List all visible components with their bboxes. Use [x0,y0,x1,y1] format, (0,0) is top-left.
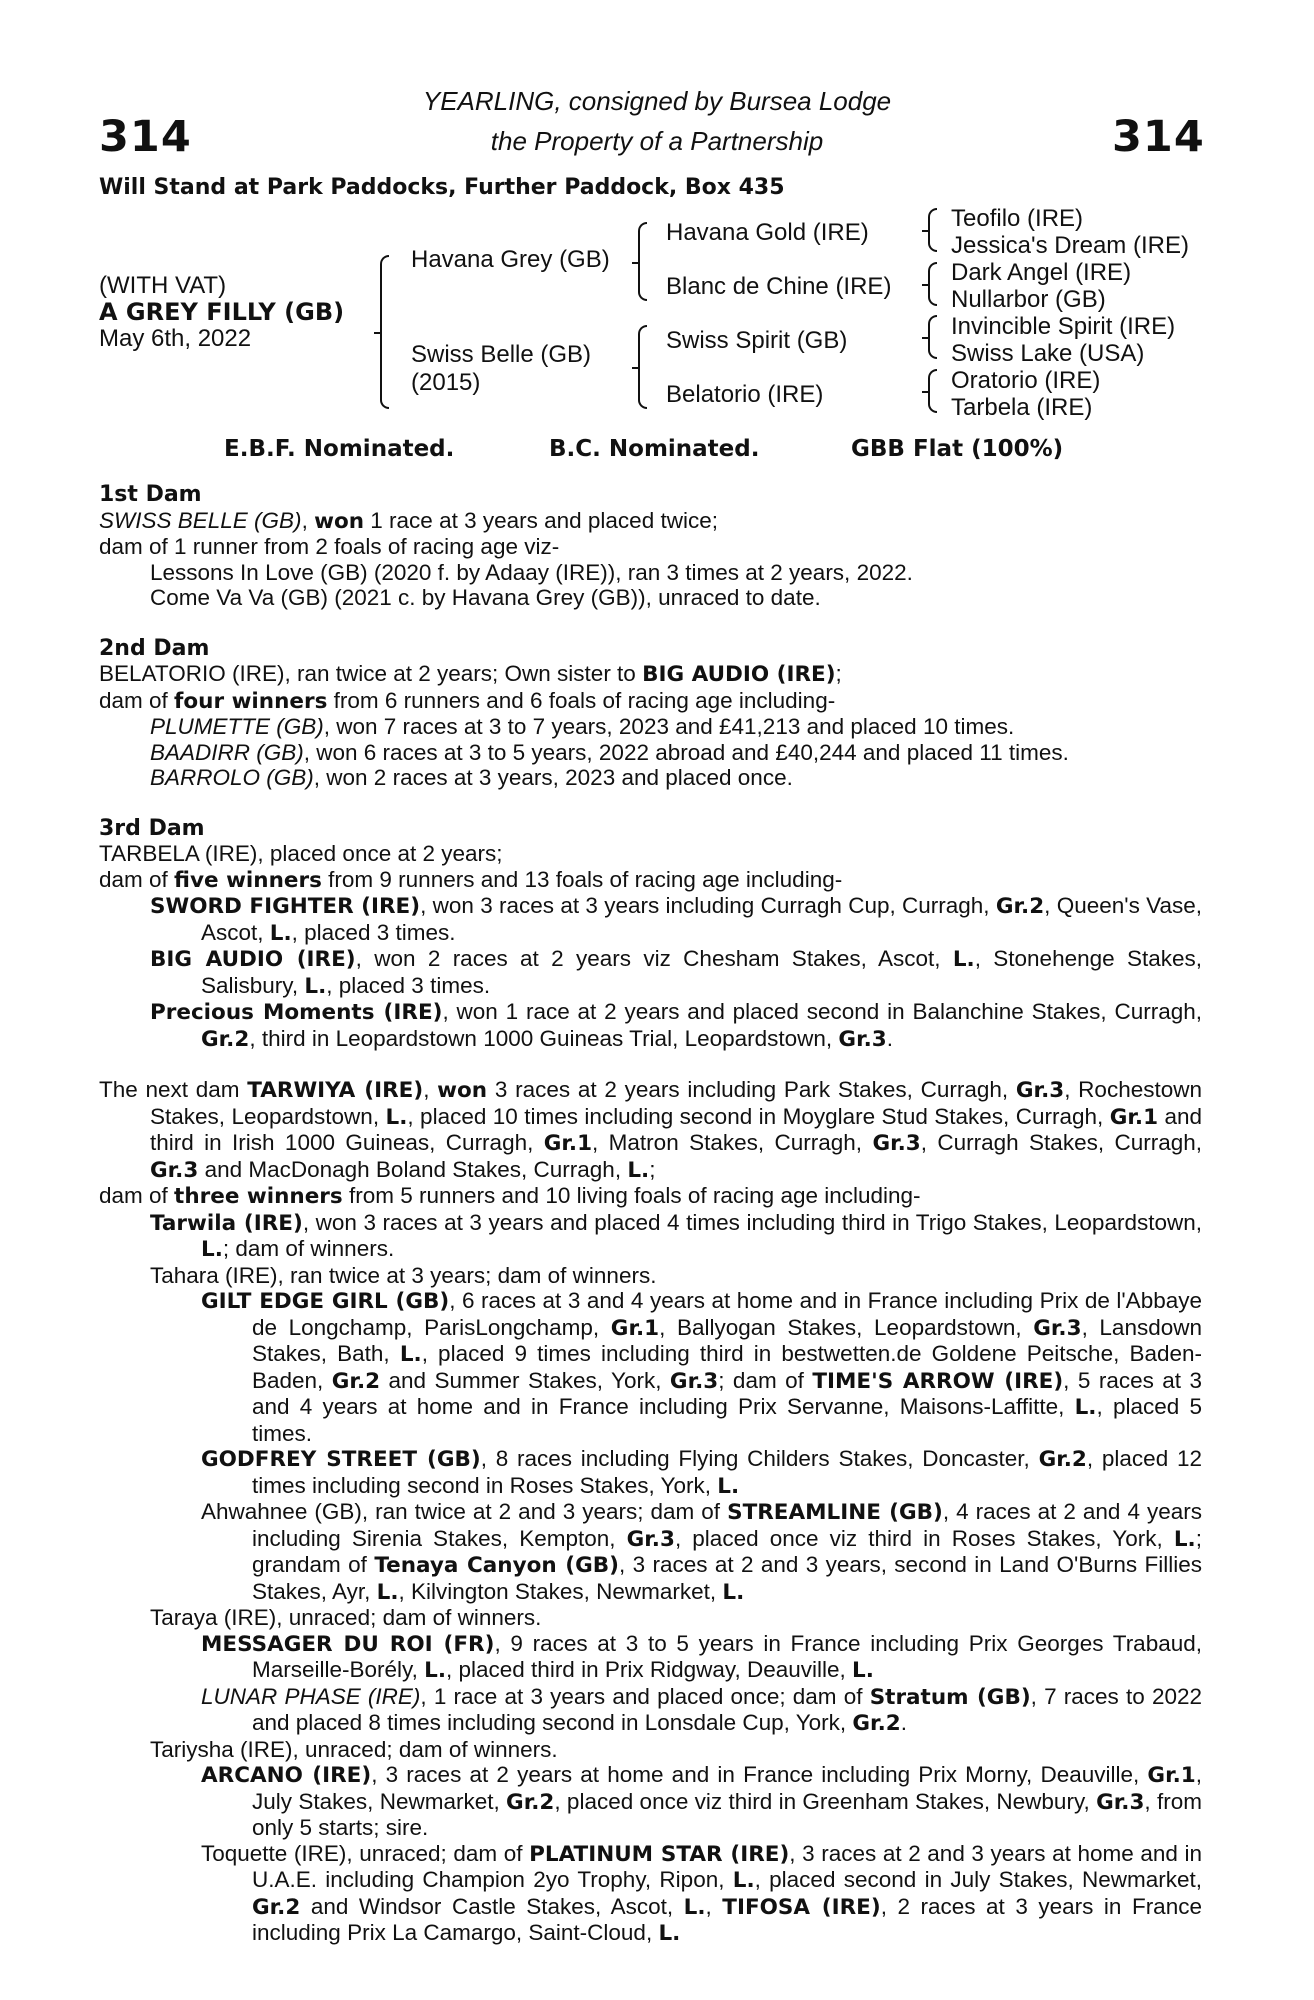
date-of-birth: May 6th, 2022 [99,325,252,352]
first-dam-line: SWISS BELLE (GB), won 1 race at 3 years and placed twice; [99,507,718,534]
second-dam-produce-2: BAADIRR (GB), won 6 races at 3 to 5 years, 2022 abroad and £40,244 and placed 11 times. [150,739,1069,765]
next-dam-grandproduce-1: GILT EDGE GIRL (GB), 6 races at 3 and 4 years at home and in France including Prix de l'Abbaye de Longchamp, ParisLongchamp, Gr.1, Ballyogan Stakes, Leopardstown, Gr.3, Lansdown Stakes, Bath, L., placed 9 times including third in bestwetten.de Goldene Peitsche, Baden-Baden, Gr.2 and Summer Stakes, York, Gr.3; dam of TIME'S ARROW (IRE), 5 races at 3 and 4 years at home and in France including Prix Servanne, Maisons-Laffitte, L., placed 5 times. [201,1288,1203,1446]
pedigree-sire-sire: Havana Gold (IRE) [666,219,869,246]
pedigree-ddd: Tarbela (IRE) [951,394,1093,421]
next-dam-produce-2: Tahara (IRE), ran twice at 3 years; dam of winners. [150,1262,657,1288]
pedigree-dam-sire: Swiss Spirit (GB) [666,327,848,354]
brace-sd [928,262,937,306]
next-dam-grandproduce-5: LUNAR PHASE (IRE), 1 race at 3 years and placed once; dam of Stratum (GB), 7 races to 2022 and placed 8 times including second in Lonsdale Cup, York, Gr.2. [201,1683,1202,1736]
first-dam-heading: 1st Dam [99,482,202,507]
brace-dd [928,369,937,413]
pedigree-dsd: Swiss Lake (USA) [951,340,1145,367]
brace-dam [638,325,647,409]
next-dam-produce-3: Taraya (IRE), unraced; dam of winners. [150,1605,542,1630]
lot-number-left: 314 [99,112,192,162]
pedigree-dss: Invincible Spirit (IRE) [951,313,1176,340]
pedigree-ssd: Jessica's Dream (IRE) [951,232,1189,259]
brace-ss [928,208,937,252]
pedigree-dam-dam: Belatorio (IRE) [666,381,824,408]
next-dam-produce: dam of three winners from 5 runners and 10 living foals of racing age including- [99,1183,921,1209]
stand-location: Will Stand at Park Paddocks, Further Paddock, Box 435 [99,175,785,200]
pedigree-sire-dam: Blanc de Chine (IRE) [666,273,892,300]
third-dam-produce-2: BIG AUDIO (IRE), won 2 races at 2 years viz Chesham Stakes, Ascot, L., Stonehenge Stakes, Salisbury, L., placed 3 times. [150,946,1203,999]
property-line: the Property of a Partnership [490,126,824,156]
next-dam-grandproduce-6: ARCANO (IRE), 3 races at 2 years at home and in France including Prix Morny, Deauville, Gr.1, July Stakes, Newmarket, Gr.2, placed once viz third in Greenham Stakes, Newbury, Gr.3, from only 5 starts; sire. [201,1762,1202,1840]
vat-note: (WITH VAT) [99,272,227,299]
second-dam-line: BELATORIO (IRE), ran twice at 2 years; Own sister to BIG AUDIO (IRE); [99,661,842,687]
pedigree-dam-year: (2015) [411,369,481,396]
next-dam-grandproduce-2: GODFREY STREET (GB), 8 races including Flying Childers Stakes, Doncaster, Gr.2, placed 12 times including second in Roses Stakes, York, L. [201,1446,1203,1499]
next-dam-line: The next dam TARWIYA (IRE), won 3 races at 2 years including Park Stakes, Curragh, Gr.3, Rochestown Stakes, Leopardstown, L., placed 10 times including second in Moyglare Stud Stakes, Curragh, Gr.1 and third in Irish 1000 Guineas, Curragh, Gr.1, Matron Stakes, Curragh, Gr.3, Curragh Stakes, Curragh, Gr.3 and MacDonagh Boland Stakes, Curragh, L.; [99,1077,1203,1183]
first-dam-produce: dam of 1 runner from 2 foals of racing age viz- [99,534,560,559]
pedigree-sds: Dark Angel (IRE) [951,259,1132,286]
third-dam-produce-1: SWORD FIGHTER (IRE), won 3 races at 3 years including Curragh Cup, Curragh, Gr.2, Queen's Vase, Ascot, L., placed 3 times. [150,893,1202,946]
second-dam-produce-1: PLUMETTE (GB), won 7 races at 3 to 7 years, 2023 and £41,213 and placed 10 times. [150,714,1015,739]
next-dam-grandproduce-3: Ahwahnee (GB), ran twice at 2 and 3 years; dam of STREAMLINE (GB), 4 races at 2 and 4 years including Sirenia Stakes, Kempton, Gr.3, placed once viz third in Roses Stakes, York, L.; grandam of Tenaya Canyon (GB), 3 races at 2 and 3 years, second in Land O'Burns Fillies Stakes, Ayr, L., Kilvington Stakes, Newmarket, L. [201,1499,1202,1605]
brace-ds [928,315,937,359]
pedigree-dds: Oratorio (IRE) [951,367,1101,394]
bc-nomination: B.C. Nominated. [549,436,760,462]
next-dam-grandproduce-4: MESSAGER DU ROI (FR), 9 races at 3 to 5 years in France including Prix Georges Trabaud, Marseille-Borély, L., placed third in Prix Ridgway, Deauville, L. [201,1630,1203,1683]
next-dam-produce-1: Tarwila (IRE), won 3 races at 3 years and placed 4 times including third in Trigo Stakes, Leopardstown, L.; dam of winners. [150,1209,1202,1262]
third-dam-heading: 3rd Dam [99,815,205,841]
pedigree-dam: Swiss Belle (GB) [411,341,592,368]
catalogue-body [99,482,1202,1947]
pedigree-sdd: Nullarbor (GB) [951,286,1106,313]
gbb-flat: GBB Flat (100%) [851,436,1064,462]
pedigree-sss: Teofilo (IRE) [951,205,1084,232]
consignment-line: YEARLING, consigned by Bursea Lodge [422,86,892,116]
first-dam-produce-2: Come Va Va (GB) (2021 c. by Havana Grey (GB)), unraced to date. [150,585,821,610]
third-dam-produce-3: Precious Moments (IRE), won 1 race at 2 years and placed second in Balanchine Stakes, Curragh, Gr.2, third in Leopardstown 1000 Guineas Trial, Leopardstown, Gr.3. [150,999,1203,1052]
lot-name: A GREY FILLY (GB) [99,298,345,326]
second-dam-produce: dam of four winners from 6 runners and 6 foals of racing age including- [99,687,836,714]
first-dam-produce-1: Lessons In Love (GB) (2020 f. by Adaay (IRE)), ran 3 times at 2 years, 2022. [150,559,913,585]
next-dam-grandproduce-7: Toquette (IRE), unraced; dam of PLATINUM STAR (IRE), 3 races at 2 and 3 years at home and in U.A.E. including Champion 2yo Trophy, Ripon, L., placed second in July Stakes, Newmarket, Gr.2 and Windsor Castle Stakes, Ascot, L., TIFOSA (IRE), 2 races at 3 years in France including Prix La Camargo, Saint-Cloud, L. [201,1840,1203,1946]
brace-lot [380,255,389,409]
next-dam-produce-4: Tariysha (IRE), unraced; dam of winners. [150,1736,558,1762]
second-dam-heading: 2nd Dam [99,635,210,661]
pedigree-sire: Havana Grey (GB) [411,246,610,273]
ebf-nomination: E.B.F. Nominated. [224,436,455,462]
brace-sire [638,222,647,301]
second-dam-produce-3: BARROLO (GB), won 2 races at 3 years, 2023 and placed once. [150,765,793,790]
lot-number-right: 314 [1112,112,1205,162]
third-dam-line: TARBELA (IRE), placed once at 2 years; [99,841,503,866]
third-dam-produce: dam of five winners from 9 runners and 13 foals of racing age including- [99,866,843,893]
